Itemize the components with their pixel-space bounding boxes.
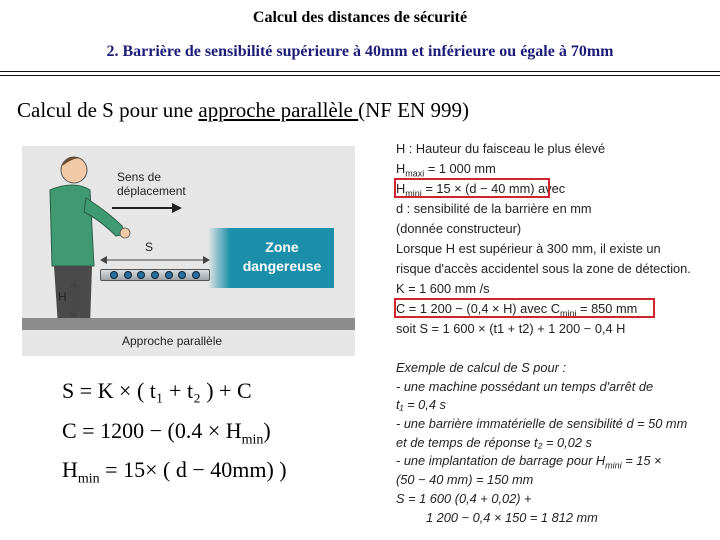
section-suffix: (NF EN 999) (358, 98, 469, 122)
barrier-led (137, 271, 145, 279)
formula-hmin-sub: min (77, 471, 100, 487)
ex-text: = 15 × (621, 453, 662, 469)
header (0, 0, 720, 80)
formula-hmin-end: = 15× ( d − 40mm) ) (99, 457, 287, 482)
barrier-led (178, 271, 186, 279)
section-heading (17, 98, 469, 123)
def-text: = 15 × (d − 40 mm) (421, 181, 535, 196)
ex-text: - une implantation de barrage pour H (396, 453, 606, 469)
formula-c-sub: min (241, 432, 264, 448)
def-line: soit S = 1 600 × (t1 + t2) + 1 200 − 0,4 H (396, 321, 626, 336)
ex-line: t₁ = 0,4 s (396, 397, 446, 413)
formula-c (62, 418, 271, 448)
danger-zone (230, 228, 334, 288)
def-line: K = 1 600 mm /s (396, 281, 490, 296)
ex-line: - une machine possédant un temps d'arrêt de (396, 378, 654, 394)
def-text: = 850 mm (576, 301, 638, 316)
barrier-led (124, 271, 132, 279)
formula-c-main: C = 1200 − (0.4 × H (62, 418, 242, 443)
formula-hmin (62, 457, 287, 487)
barrier-led (165, 271, 173, 279)
ex-line: et de temps de réponse t₂ = 0,02 s (396, 434, 592, 450)
ex-line: 1 200 − 0,4 × 150 = 1 812 mm (426, 509, 598, 525)
figure-caption: Approche parallèle (122, 334, 223, 348)
def-line: H : Hauteur du faisceau le plus élevé (396, 141, 606, 156)
distance-s-label: S (145, 240, 154, 254)
def-sub: mini (559, 308, 577, 319)
barrier-led (192, 271, 200, 279)
example-block (396, 359, 716, 527)
formula-s: S = K × ( t₁ + t₂ ) + C (62, 378, 252, 403)
distance-s-arrow (100, 254, 210, 266)
section-prefix: Calcul de S pour une (17, 98, 199, 122)
section-underlined: approche parallèle (198, 98, 359, 122)
def-text: = 1 000 mm (424, 161, 496, 176)
def-line: Lorsque H est supérieur à 300 mm, il existe un (396, 241, 661, 256)
formula-hmin-main: H (62, 457, 78, 482)
direction-label-line1: Sens de (117, 170, 162, 184)
height-h-arrow (68, 280, 80, 320)
zone-label-line1: Zone (265, 239, 299, 255)
def-sub: mini (405, 188, 422, 199)
ex-line: Exemple de calcul de S pour : (396, 360, 567, 375)
barrier-led (151, 271, 159, 279)
ex-line: S = 1 600 (0,4 + 0,02) + (396, 490, 532, 506)
def-line: (donnée constructeur) (396, 221, 522, 236)
def-line (396, 159, 716, 179)
ex-line (396, 452, 716, 471)
direction-label-line2: déplacement (117, 184, 186, 198)
barrier-led (110, 271, 118, 279)
parallel-approach-figure (22, 146, 355, 356)
zone-gradient (208, 228, 230, 288)
def-sub: maxi (405, 168, 425, 179)
page-subtitle: 2. Barrière de sensibilité supérieure à 40mm et inférieure ou égale à 70mm (106, 43, 614, 60)
formula-c-end: ) (263, 418, 271, 443)
ex-line: - une barrière immatérielle de sensibilité d = 50 mm (396, 416, 688, 432)
ex-line: (50 − 40 mm) = 150 mm (396, 472, 534, 488)
def-text: C = 1 200 − (0,4 × H) avec C (396, 301, 560, 316)
hmini-highlight-box (394, 178, 550, 198)
def-text: avec (534, 181, 566, 196)
floor (22, 318, 355, 330)
ex-sub: mini (605, 460, 622, 471)
direction-arrow (112, 203, 182, 213)
light-barrier (100, 269, 210, 281)
def-line: d : sensibilité de la barrière en mm (396, 201, 592, 216)
direction-label (117, 170, 186, 198)
zone-label-line2: dangereuse (242, 258, 322, 274)
header-rule-bottom (0, 75, 720, 76)
def-text: H (396, 181, 406, 196)
page-title: Calcul des distances de sécurité (252, 9, 468, 26)
c-formula-highlight-box (394, 298, 655, 318)
header-rule-top (0, 71, 720, 72)
def-line: risque d'accès accidentel sous la zone de détection. (396, 261, 691, 276)
height-h-label: H (58, 290, 67, 304)
def-text: H (396, 161, 406, 176)
